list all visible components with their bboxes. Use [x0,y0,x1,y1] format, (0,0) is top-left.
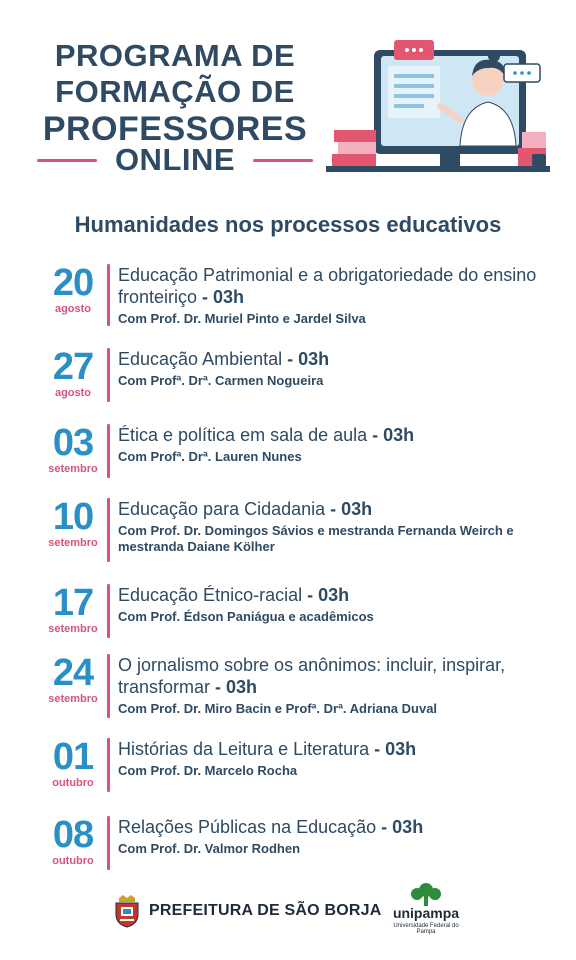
event-date [40,348,106,399]
university-subtitle: Universidade Federal do Pampa [393,923,459,935]
event-duration: - 03h [282,349,330,369]
event-title-text: Relações Públicas na Educação [118,817,377,837]
title-line-3: PROFESSORES [42,110,308,148]
event-title [118,738,548,760]
event-day: 10 [52,496,94,538]
event-speakers: Com Prof. Dr. Valmor Rodhen [118,841,301,856]
event-divider [107,348,110,402]
event-month: setembro [48,693,98,705]
event-info [118,816,548,857]
event-title-text: O jornalismo sobre os anônimos: incluir, inspirar, transformar [118,655,506,697]
event-month: setembro [48,463,98,475]
event-duration: - 03h [210,677,258,697]
event-speakers: Com Prof. Dr. Muriel Pinto e Jardel Silva [118,311,366,326]
event-speakers: Com Prof. Dr. Miro Bacin e Profª. Drª. Adriana Duval [118,701,438,716]
prefeitura-logo [113,894,381,928]
event-date [40,738,106,789]
left-divider [37,159,97,162]
section-subtitle: Humanidades nos processos educativos [74,212,502,237]
event-info [118,348,548,389]
event-day: 24 [52,652,94,694]
event-date [40,584,106,635]
event-duration: - 03h [376,817,424,837]
event-date [40,654,106,705]
event-title [118,348,548,370]
event-info [118,264,548,327]
event-date [40,816,106,867]
event-title-text: Ética e política em sala de aula [118,425,368,445]
event-title-text: Educação Ambiental [118,349,283,369]
event-month: agosto [54,303,92,315]
event-title [118,498,548,520]
tree-icon [401,882,451,906]
title-line-2: FORMAÇÃO DE [55,74,295,109]
event-title [118,654,548,698]
event-speakers: Com Profª. Drª. Carmen Nogueira [118,373,324,388]
event-duration: - 03h [302,585,350,605]
event-date [40,264,106,315]
event-divider [107,654,110,718]
event-title-text: Educação Patrimonial e a obrigatoriedade do ensino fronteiriço [118,265,537,307]
event-duration: - 03h [369,739,417,759]
event-day: 27 [52,346,94,388]
event-divider [107,264,110,326]
event-day: 08 [52,814,94,856]
event-day: 17 [52,582,94,624]
event-duration: - 03h [197,287,245,307]
event-divider [107,424,110,478]
university-name: unipampa [392,905,460,921]
event-speakers: Com Prof. Dr. Domingos Sávios e mestranda Fernanda Weirch e mestranda Daiane Kölher [118,523,514,554]
event-info [118,654,548,717]
online-label-row [30,140,320,180]
online-label: ONLINE [114,142,236,177]
event-duration: - 03h [325,499,373,519]
event-title [118,264,548,308]
event-divider [107,816,110,870]
event-title-text: Educação para Cidadania [118,499,326,519]
title-line-1: PROGRAMA DE [54,38,296,73]
event-speakers: Com Prof. Dr. Marcelo Rocha [118,763,298,778]
event-month: setembro [48,537,98,549]
program-title [30,38,320,148]
event-info [118,584,548,625]
event-info [118,424,548,465]
event-month: setembro [48,623,98,635]
event-date [40,424,106,475]
event-day: 20 [52,262,94,304]
event-title-text: Educação Étnico-racial [118,585,303,605]
event-divider [107,584,110,638]
right-divider [253,159,313,162]
event-title-text: Histórias da Leitura e Literatura [118,739,370,759]
event-speakers: Com Prof. Édson Paniágua e acadêmicos [118,609,374,624]
teacher-illustration [322,36,554,178]
event-title [118,816,548,838]
event-divider [107,498,110,562]
event-month: agosto [54,387,92,399]
unipampa-logo [386,882,466,935]
event-info [118,498,548,555]
coat-of-arms-icon [113,894,141,928]
footer [0,880,576,940]
event-day: 01 [52,736,94,778]
prefeitura-name: PREFEITURA DE SÃO BORJA [149,902,382,919]
event-info [118,738,548,779]
event-speakers: Com Profª. Drª. Lauren Nunes [118,449,302,464]
event-month: outubro [52,777,94,789]
event-divider [107,738,110,792]
event-day: 03 [52,422,94,464]
event-date [40,498,106,549]
event-title [118,424,548,446]
event-title [118,584,548,606]
event-duration: - 03h [367,425,415,445]
event-month: outubro [52,855,94,867]
